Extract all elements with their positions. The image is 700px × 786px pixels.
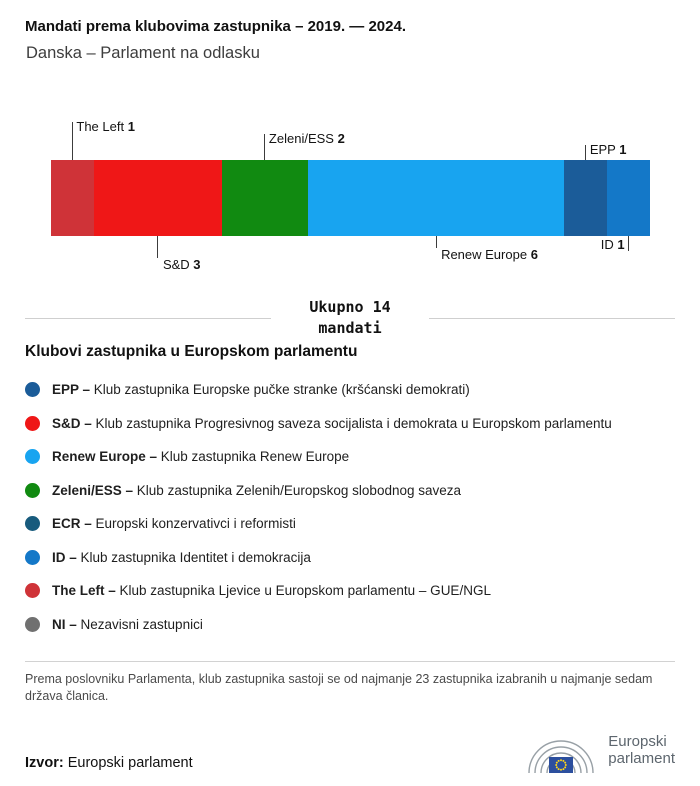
bar-segment-epp[interactable] (564, 160, 607, 236)
segment-label-name: EPP (589, 142, 620, 157)
segment-label-value: 1 (127, 119, 135, 134)
segment-label-text (163, 257, 201, 272)
legend-item-text (52, 516, 296, 531)
legend-color-dot (25, 583, 40, 598)
footnote: Prema poslovniku Parlamenta, klub zastupnika sastoji se od najmanje 23 zastupnika izabranih u najmanje sedam država članica. (25, 661, 675, 705)
bar-segment-renew-europe[interactable] (308, 160, 565, 236)
legend-item-text (52, 617, 203, 632)
legend-abbr: ID – (52, 549, 81, 565)
source (25, 755, 193, 771)
legend-desc: Klub zastupnika Europske pučke stranke (kršćanski demokrati) (93, 382, 470, 398)
legend-item-s-d (25, 407, 675, 441)
legend-heading: Klubovi zastupnika u Europskom parlamentu (25, 343, 358, 360)
divider-left (25, 318, 271, 319)
label-leader-line (264, 134, 265, 160)
segment-label-text (269, 131, 345, 146)
legend-abbr: The Left – (52, 583, 120, 599)
legend-desc: Nezavisni zastupnici (80, 616, 203, 632)
legend-item-id (25, 541, 675, 575)
logo-wordmark-line2: parlament (608, 749, 675, 767)
segment-label-text (76, 119, 135, 134)
stacked-bar (51, 160, 650, 236)
source-label: Izvor: (25, 754, 64, 771)
legend-item-renew-europe (25, 440, 675, 474)
legend-abbr: Zeleni/ESS – (52, 482, 137, 498)
european-parliament-logo (521, 725, 675, 775)
legend-item-text (52, 382, 470, 397)
label-leader-line (585, 145, 586, 160)
legend-item-text (52, 449, 349, 464)
segment-label-name: ID (600, 237, 618, 252)
legend-item-ni (25, 608, 675, 642)
legend-desc: Klub zastupnika Zelenih/Europskog slobodnog saveza (136, 482, 462, 498)
bar-segment-s-d[interactable] (94, 160, 222, 236)
segment-label-name: S&D (162, 257, 194, 272)
legend-color-dot (25, 516, 40, 531)
segment-label-text (441, 247, 538, 262)
legend-item-zeleni-ess (25, 474, 675, 508)
legend-desc: Klub zastupnika Ljevice u Europskom parlamentu – GUE/NGL (119, 583, 491, 599)
segment-label-text (590, 142, 627, 157)
segment-label-name: Renew Europe (441, 247, 531, 262)
legend-color-dot (25, 449, 40, 464)
total-seats-line2: mandati (318, 319, 382, 337)
legend-desc: Klub zastupnika Renew Europe (160, 449, 350, 465)
seats-chart (51, 117, 650, 287)
legend-abbr: NI – (52, 616, 81, 632)
logo-wordmark (608, 733, 675, 767)
legend-item-ecr (25, 507, 675, 541)
legend-abbr: Renew Europe – (52, 449, 161, 465)
label-leader-line (157, 236, 158, 258)
label-leader-line (436, 236, 437, 248)
legend-desc: Klub zastupnika Progresivnog saveza socijalista i demokrata u Europskom parlamentu (95, 415, 612, 431)
source-row (25, 725, 675, 775)
legend-desc: Europski konzervativci i reformisti (95, 516, 296, 532)
legend-color-dot (25, 617, 40, 632)
segment-label-text (601, 237, 625, 252)
legend-abbr: S&D – (52, 415, 96, 431)
segment-label-value: 1 (617, 237, 625, 252)
bar-segment-the-left[interactable] (51, 160, 94, 236)
legend-abbr: ECR – (52, 516, 96, 532)
total-seats-line1: Ukupno 14 (309, 298, 391, 316)
segment-label-value: 6 (530, 247, 538, 262)
legend-item-text (52, 483, 461, 498)
header (0, 0, 700, 63)
legend-desc: Klub zastupnika Identitet i demokracija (80, 549, 311, 565)
bar-segment-id[interactable] (607, 160, 650, 236)
bar-segment-zeleni-ess[interactable] (222, 160, 308, 236)
legend-list (25, 373, 675, 641)
logo-wordmark-line1: Europski (608, 732, 667, 750)
legend-item-the-left (25, 574, 675, 608)
label-leader-line (72, 122, 73, 160)
legend-item-text (52, 416, 612, 431)
legend-color-dot (25, 483, 40, 498)
legend-abbr: EPP – (52, 382, 94, 398)
legend-color-dot (25, 416, 40, 431)
hemicycle-eu-flag-icon (521, 725, 601, 775)
page-title: Mandati prema klubovima zastupnika – 2019. — 2024. (25, 18, 406, 35)
source-value: Europski parlament (67, 754, 193, 771)
divider-right (429, 318, 675, 319)
segment-label-name: The Left (76, 119, 128, 134)
segment-label-value: 3 (193, 257, 201, 272)
total-seats-label (309, 297, 390, 339)
page-subtitle: Danska – Parlament na odlasku (26, 44, 260, 62)
total-annotation-row (25, 297, 675, 339)
segment-label-name: Zeleni/ESS (268, 131, 338, 146)
legend-color-dot (25, 382, 40, 397)
legend-item-text (52, 550, 311, 565)
label-leader-line (628, 236, 629, 251)
legend-item-text (52, 583, 491, 598)
segment-label-value: 2 (337, 131, 345, 146)
legend-color-dot (25, 550, 40, 565)
legend-item-epp (25, 373, 675, 407)
segment-label-value: 1 (619, 142, 627, 157)
